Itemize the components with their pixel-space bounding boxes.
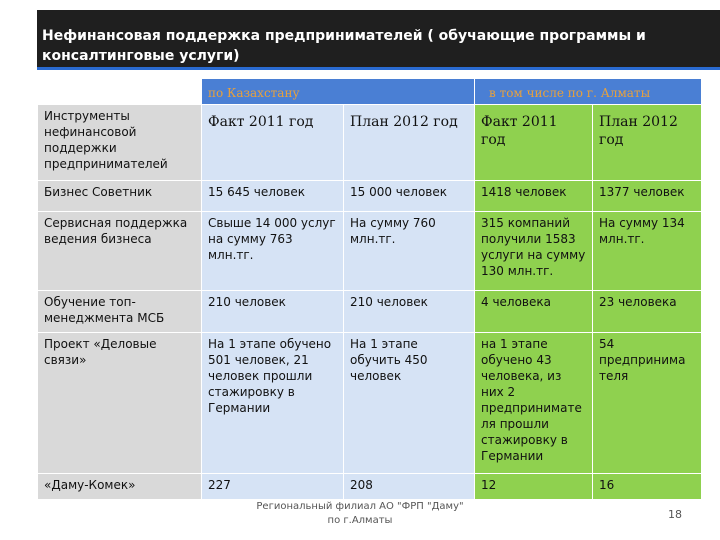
table-cell: На 1 этапе обучить 450 человек [344, 333, 475, 474]
table-cell: 210 человек [202, 291, 344, 333]
table-cell: на 1 этапе обучено 43 человека, из них 2 предпринимате ля прошли стажировку в Германии [475, 333, 593, 474]
row-label: Сервисная поддержка ведения бизнеса [38, 212, 202, 291]
table-cell: На сумму 760 млн.тг. [344, 212, 475, 291]
table-cell: 4 человека [475, 291, 593, 333]
row-label: Бизнес Советник [38, 181, 202, 212]
header-blank-cell [38, 79, 202, 105]
table-cell: 208 [344, 474, 475, 500]
table-row [38, 291, 702, 333]
table-cell: 227 [202, 474, 344, 500]
table-cell: 12 [475, 474, 593, 500]
table-cell: 1377 человек [593, 181, 702, 212]
header-almaty-fact-2011: Факт 2011 год [475, 105, 593, 181]
table-cell: На 1 этапе обучено 501 человек, 21 человек прошли стажировку в Германии [202, 333, 344, 474]
row-label: Обучение топ-менеджмента МСБ [38, 291, 202, 333]
header-kz-fact-2011: Факт 2011 год [202, 105, 344, 181]
header-almaty-plan-2012: План 2012 год [593, 105, 702, 181]
header-kz-plan-2012: План 2012 год [344, 105, 475, 181]
table-cell: Свыше 14 000 услуг на сумму 763 млн.тг. [202, 212, 344, 291]
table-cell: На сумму 134 млн.тг. [593, 212, 702, 291]
footer-note: Региональный филиал АО "ФРП "Даму" по г.Алматы [256, 501, 464, 526]
table-row [38, 181, 702, 212]
row-label: Проект «Деловые связи» [38, 333, 202, 474]
table-row [38, 212, 702, 291]
table-cell: 210 человек [344, 291, 475, 333]
slide-title: Нефинансовая поддержка предпринимателей ( обучающие программы и консалтинговые услуги) [42, 28, 646, 64]
table-row [38, 333, 702, 474]
table-cell: 23 человека [593, 291, 702, 333]
table-cell: 1418 человек [475, 181, 593, 212]
table-row [38, 474, 702, 500]
page-number: 18 [668, 508, 682, 521]
header-almaty: в том числе по г. Алматы [475, 79, 702, 105]
column-header-row [38, 105, 702, 181]
table-cell: 54 предпринима теля [593, 333, 702, 474]
table-cell: 315 компаний получили 1583 услуги на сумму 130 млн.тг. [475, 212, 593, 291]
header-kazakhstan: по Казахстану [202, 79, 475, 105]
table-cell: 16 [593, 474, 702, 500]
header-instruments: Инструменты нефинансовой поддержки предпринимателей [38, 105, 202, 181]
row-label: «Даму-Комек» [38, 474, 202, 500]
table-cell: 15 645 человек [202, 181, 344, 212]
region-header-row [38, 79, 702, 105]
support-table [37, 78, 702, 500]
table-cell: 15 000 человек [344, 181, 475, 212]
